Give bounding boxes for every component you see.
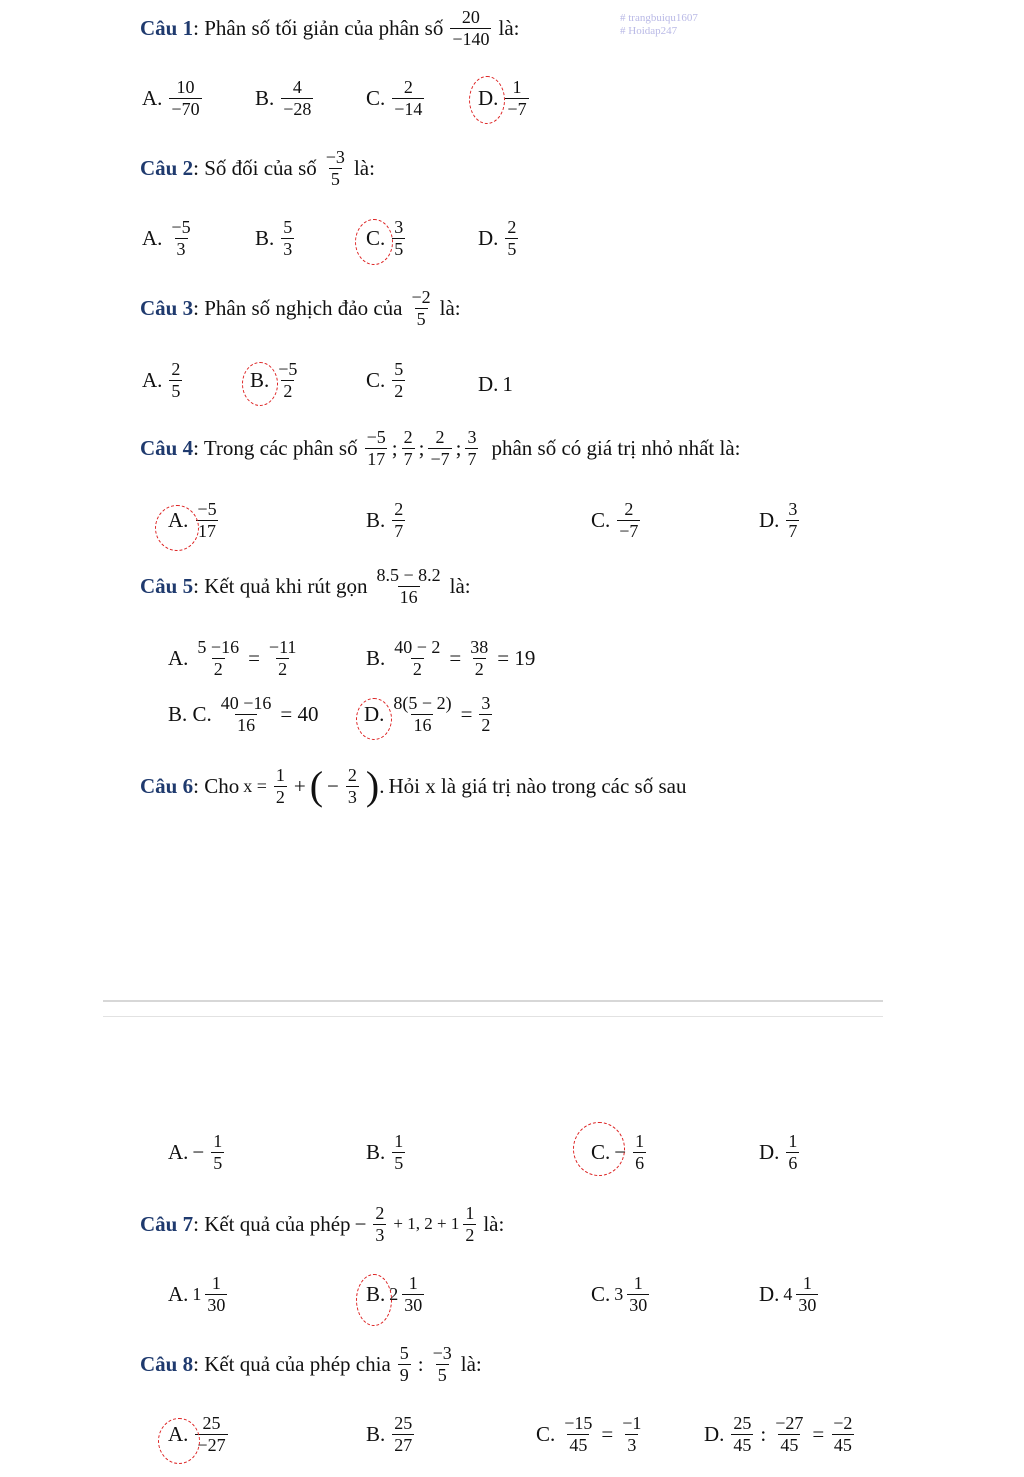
- question-7-tail: là:: [483, 1211, 505, 1236]
- question-3-text: : Phân số nghịch đảo của: [193, 295, 403, 320]
- question-2: [140, 148, 375, 189]
- q8-option-b[interactable]: B. $\frac{25}{27}$: [366, 1413, 413, 1455]
- q4-option-a[interactable]: A. $\frac{-5}{17}$: [168, 499, 217, 541]
- question-4-text: : Trong các phân số: [193, 435, 358, 460]
- q1-option-b[interactable]: B. $\frac{4}{-28}$: [255, 77, 312, 119]
- question-6-text: : Cho: [193, 773, 240, 798]
- q8-option-c[interactable]: C. $\frac{-15}{45}$ = $\frac{-1}{3}$: [536, 1413, 642, 1455]
- q7-option-c[interactable]: C. 3 $\frac{1}{30}$: [591, 1273, 648, 1315]
- question-2-tail: là:: [353, 155, 375, 180]
- question-1: [140, 8, 519, 49]
- question-1-tail: là:: [498, 15, 520, 40]
- q5-option-c[interactable]: B. C. $\frac{40 -16}{16}$ = 40: [168, 693, 319, 735]
- question-3: [140, 288, 461, 329]
- q5-answer-circle: [356, 698, 392, 740]
- question-3-label: Câu 3: [140, 295, 194, 320]
- question-4-fraction-4: $\frac{3}{7}$: [467, 427, 477, 469]
- q3-option-c[interactable]: C. $\frac{5}{2}$: [366, 359, 404, 401]
- page-break-bottom: [103, 1016, 883, 1017]
- question-8: Câu 8 : Kết quả của phép chia $\frac{5}{9}$ : $\frac{-3}{5}$ là:: [140, 1343, 482, 1385]
- watermark: [620, 12, 698, 38]
- question-4-fraction-1: $\frac{-5}{17}$: [366, 427, 386, 469]
- q6-option-a[interactable]: A. − $\frac{1}{5}$: [168, 1131, 223, 1173]
- question-5-tail: là:: [449, 573, 471, 598]
- question-5-text: : Kết quả khi rút gọn: [193, 573, 368, 598]
- q6-option-b[interactable]: B. $\frac{1}{5}$: [366, 1131, 404, 1173]
- question-2-fraction: $\frac{-3}{5}$: [325, 147, 345, 189]
- question-2-text: : Số đối của số: [193, 155, 317, 180]
- q3-option-b[interactable]: B. $\frac{-5}{2}$: [250, 359, 298, 401]
- q1-option-a[interactable]: A. $\frac{10}{-70}$: [142, 77, 200, 119]
- q6-answer-circle: [573, 1122, 625, 1176]
- watermark-line-1: # trangbuiqu1607: [620, 12, 698, 24]
- question-7: Câu 7 : Kết quả của phép − $\frac{2}{3}$ + 1, 2 + 1 $\frac{1}{2}$ là:: [140, 1203, 505, 1245]
- q4-answer-circle: [155, 505, 199, 551]
- q1-option-c[interactable]: C. $\frac{2}{-14}$: [366, 77, 423, 119]
- question-8-tail: là:: [460, 1351, 482, 1376]
- q6-option-d[interactable]: D. $\frac{1}{6}$: [759, 1131, 798, 1173]
- q3-option-a[interactable]: A. $\frac{2}{5}$: [142, 359, 181, 401]
- q1-option-d[interactable]: D. $\frac{1}{-7}$: [478, 77, 527, 119]
- q1-answer-circle: [469, 76, 505, 124]
- question-3-tail: là:: [439, 295, 461, 320]
- question-5: [140, 566, 471, 607]
- q4-option-d[interactable]: D. $\frac{3}{7}$: [759, 499, 798, 541]
- q7-option-d[interactable]: D. 4 $\frac{1}{30}$: [759, 1273, 817, 1315]
- q3-option-d[interactable]: D. 1: [478, 372, 513, 396]
- q5-option-a[interactable]: A. $\frac{5 -16}{2}$ = $\frac{-11}{2}$: [168, 637, 297, 679]
- question-5-label: Câu 5: [140, 573, 194, 598]
- question-4-label: Câu 4: [140, 435, 194, 460]
- question-4-tail: phân số có giá trị nhỏ nhất là:: [491, 435, 741, 460]
- question-5-fraction: $\frac{8.5 - 8.2}{16}$: [376, 565, 441, 607]
- question-4-fraction-3: $\frac{2}{-7}$: [430, 427, 450, 469]
- q5-option-b[interactable]: B. $\frac{40 - 2}{2}$ = $\frac{38}{2}$ = 19: [366, 637, 536, 679]
- q5-option-d[interactable]: D. $\frac{8(5 - 2)}{16}$ = $\frac{3}{2}$: [364, 693, 491, 735]
- watermark-line-2: # Hoidap247: [620, 25, 678, 38]
- question-3-fraction: $\frac{-2}{5}$: [411, 287, 431, 329]
- q4-option-b[interactable]: B. $\frac{2}{7}$: [366, 499, 404, 541]
- question-7-text: : Kết quả của phép: [193, 1211, 351, 1236]
- q2-option-b[interactable]: B. $\frac{5}{3}$: [255, 217, 293, 259]
- q2-answer-circle: [355, 219, 393, 265]
- question-1-text: : Phân số tối giản của phân số: [193, 15, 444, 40]
- question-2-label: Câu 2: [140, 155, 194, 180]
- q8-option-d[interactable]: D. $\frac{25}{45}$ : $\frac{-27}{45}$ = $\frac{-2}{45}$: [704, 1413, 853, 1455]
- q7-option-b[interactable]: B. 2 $\frac{1}{30}$: [366, 1273, 423, 1315]
- q4-option-c[interactable]: C. $\frac{2}{-7}$: [591, 499, 639, 541]
- question-4-fraction-2: $\frac{2}{7}$: [403, 427, 413, 469]
- q2-option-d[interactable]: D. $\frac{2}{5}$: [478, 217, 517, 259]
- question-4: Câu 4 : Trong các phân số $\frac{-5}{17}$ ; $\frac{2}{7}$ ; $\frac{2}{-7}$ ; $\frac{3}{7}$ phân số có giá trị nhỏ nhất là:: [140, 427, 741, 469]
- question-6-tail: Hỏi x là giá trị nào trong các số sau: [388, 773, 687, 798]
- question-8-text: : Kết quả của phép chia: [193, 1351, 391, 1376]
- q2-option-c[interactable]: C. $\frac{3}{5}$: [366, 217, 404, 259]
- q7-option-a[interactable]: A. 1 $\frac{1}{30}$: [168, 1273, 226, 1315]
- question-1-fraction: $\frac{20}{-140}$: [452, 7, 490, 49]
- question-7-label: Câu 7: [140, 1211, 194, 1236]
- q3-answer-circle: [242, 362, 278, 406]
- q8-answer-circle: [158, 1418, 200, 1464]
- page-break-top: [103, 1000, 883, 1002]
- q8-option-a[interactable]: A. $\frac{25}{-27}$: [168, 1413, 226, 1455]
- q6-option-c[interactable]: C. − $\frac{1}{6}$: [591, 1131, 645, 1173]
- question-6-label: Câu 6: [140, 773, 194, 798]
- q2-option-a[interactable]: A. $\frac{-5}{3}$: [142, 217, 191, 259]
- question-8-label: Câu 8: [140, 1351, 194, 1376]
- q7-answer-circle: [356, 1274, 392, 1326]
- question-1-label: Câu 1: [140, 15, 194, 40]
- question-6: Câu 6 : Cho x = $\frac{1}{2}$ + ( − $\frac{2}{3}$ ) . Hỏi x là giá trị nào trong các số sau: [140, 763, 687, 809]
